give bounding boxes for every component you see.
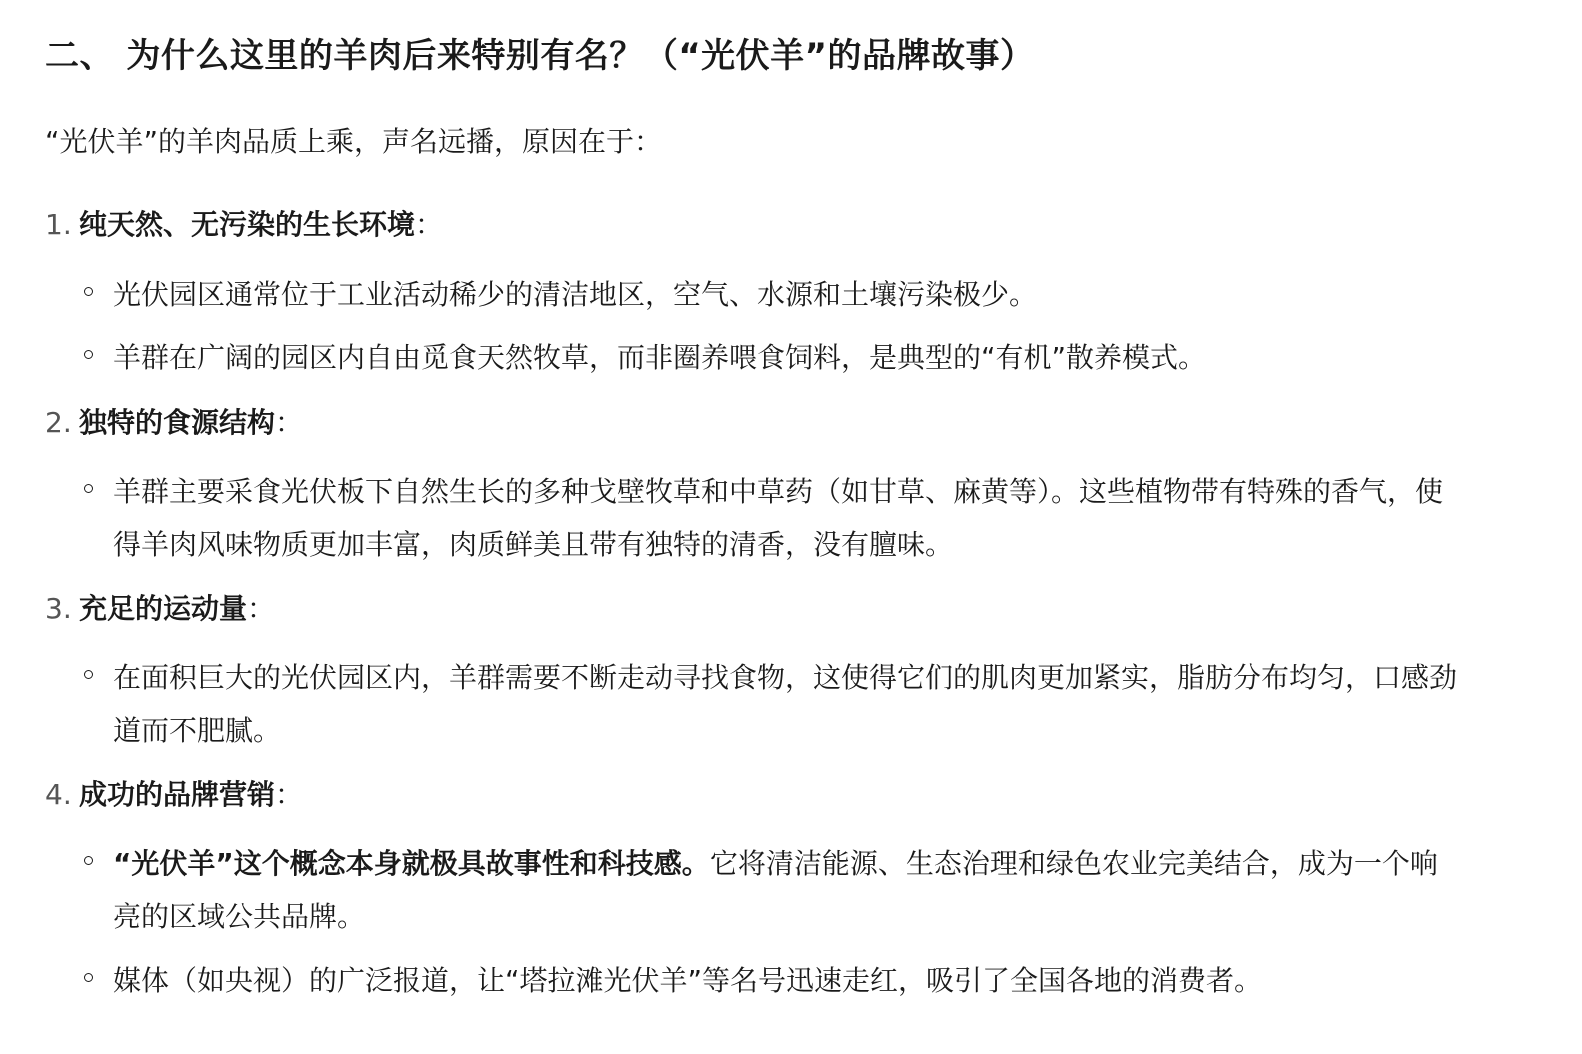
- list-item-3: [45, 589, 275, 629]
- bullet-circle-icon: [84, 856, 93, 865]
- bullet-text: 媒体（如央视）的广泛报道，让“塔拉滩光伏羊”等名号迅速走红，吸引了全国各地的消费者。: [113, 964, 1263, 997]
- list-number: 3.: [45, 592, 72, 625]
- intro-paragraph: “光伏羊”的羊肉品质上乘，声名远播，原因在于：: [45, 125, 663, 158]
- bullet-bold-lead: “光伏羊”这个概念本身就极具故事性和科技感。: [113, 847, 710, 880]
- list-number: 1.: [45, 208, 72, 241]
- bullet-item: [84, 651, 1464, 757]
- list-item-2: [45, 403, 303, 443]
- section-heading: 二、 为什么这里的羊肉后来特别有名？（“光伏羊”的品牌故事）: [45, 36, 1035, 76]
- list-item-4: [45, 775, 303, 815]
- bullet-circle-icon: [84, 287, 93, 296]
- bullet-circle-icon: [84, 670, 93, 679]
- bullet-text: 在面积巨大的光伏园区内，羊群需要不断走动寻找食物，这使得它们的肌肉更加紧实，脂肪分布均匀，口感劲道而不肥腻。: [113, 661, 1458, 747]
- bullet-item: [84, 331, 1464, 384]
- bullet-text: 光伏园区通常位于工业活动稀少的清洁地区，空气、水源和土壤污染极少。: [113, 278, 1038, 311]
- bullet-text: 它将清洁能源、生态治理和绿色农业完美结合，成为一个响亮的区域公共品牌。: [113, 847, 1438, 933]
- list-item-title: 独特的食源结构: [79, 406, 276, 439]
- list-number: 4.: [45, 778, 72, 811]
- list-item-colon: ：: [247, 592, 276, 625]
- list-item-title: 纯天然、无污染的生长环境: [79, 208, 416, 241]
- list-item-1: [45, 205, 443, 245]
- bullet-text: 羊群在广阔的园区内自由觅食天然牧草，而非圈养喂食饲料，是典型的“有机”散养模式。: [113, 341, 1207, 374]
- bullet-circle-icon: [84, 350, 93, 359]
- list-item-title: 充足的运动量: [79, 592, 248, 625]
- bullet-text: 羊群主要采食光伏板下自然生长的多种戈壁牧草和中草药（如甘草、麻黄等）。这些植物带有特殊的香气，使得羊肉风味物质更加丰富，肉质鲜美且带有独特的清香，没有膻味。: [113, 475, 1444, 561]
- list-item-colon: ：: [275, 778, 304, 811]
- bullet-circle-icon: [84, 484, 93, 493]
- bullet-item: [84, 837, 1464, 943]
- bullet-circle-icon: [84, 973, 93, 982]
- bullet-text-block: [113, 837, 1464, 943]
- list-item-colon: ：: [275, 406, 304, 439]
- bullet-item: [84, 268, 1464, 321]
- bullet-item: [84, 465, 1464, 571]
- list-number: 2.: [45, 406, 72, 439]
- list-item-colon: ：: [415, 208, 444, 241]
- list-item-title: 成功的品牌营销: [79, 778, 276, 811]
- bullet-item: [84, 954, 1464, 1007]
